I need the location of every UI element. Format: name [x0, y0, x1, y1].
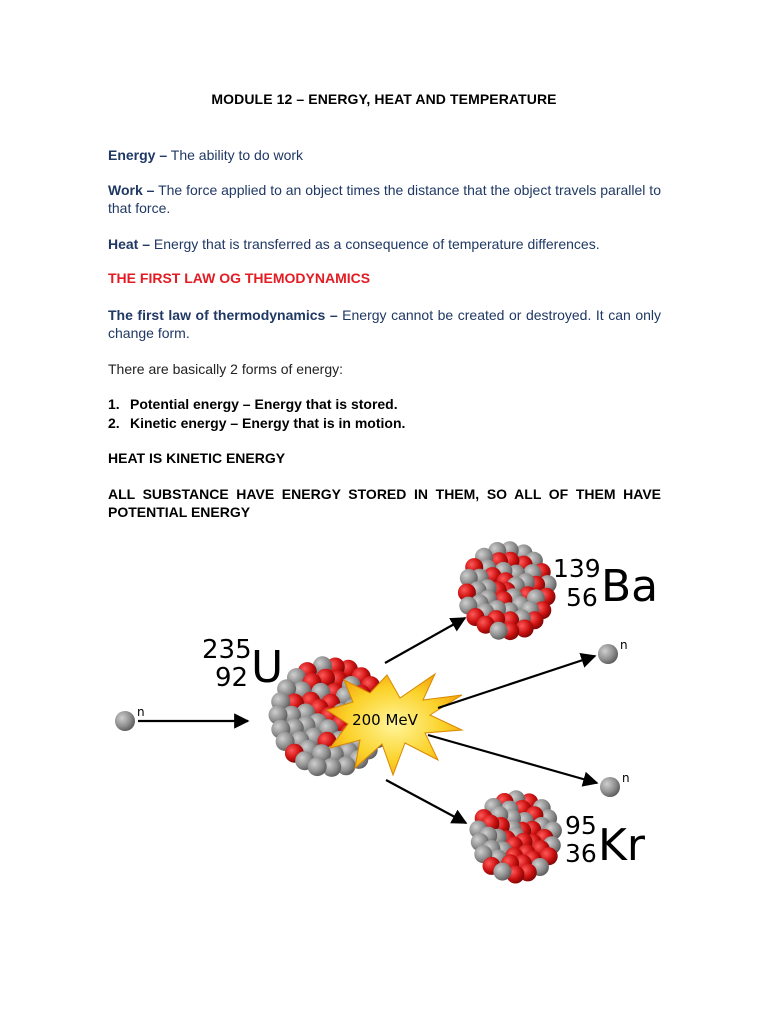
term-energy: Energy –	[108, 147, 168, 163]
definition-heat-text: Energy that is transferred as a consequence of temperature differences.	[150, 236, 600, 252]
outgoing-neutron-2	[600, 771, 630, 797]
outgoing-neutron-1	[598, 638, 628, 664]
arrow-to-barium	[385, 618, 465, 663]
energy-forms-list	[108, 395, 405, 433]
svg-text:95: 95	[565, 811, 597, 840]
svg-text:36: 36	[565, 839, 597, 868]
barium-label	[553, 554, 658, 612]
fission-diagram	[0, 530, 768, 890]
svg-text:Ba: Ba	[601, 561, 659, 612]
first-law-text: Energy cannot be created or destroyed. It can only change form.	[108, 307, 661, 341]
term-work: Work –	[108, 182, 155, 198]
page-title: MODULE 12 – ENERGY, HEAT AND TEMPERATURE	[211, 91, 557, 107]
barium-nucleus	[458, 541, 557, 640]
nucleon	[308, 757, 327, 776]
energy-label: 200 MeV	[352, 711, 418, 729]
svg-text:Kr: Kr	[598, 820, 645, 871]
svg-text:U: U	[251, 642, 284, 693]
list-item: 2. Kinetic energy – Energy that is in motion.	[108, 415, 406, 431]
arrow-to-krypton	[386, 780, 466, 823]
arrow-to-neutron-2	[428, 735, 597, 783]
list-item: 1. Potential energy – Energy that is stored.	[108, 396, 398, 412]
first-law-definition	[108, 306, 661, 342]
heat-statement: HEAT IS KINETIC ENERGY	[108, 450, 286, 466]
definition-energy	[108, 146, 661, 164]
incoming-neutron-label: n	[137, 705, 145, 719]
definition-work-text: The force applied to an object times the distance that the object travels parallel to that force.	[108, 182, 661, 216]
term-heat: Heat –	[108, 236, 151, 252]
substance-statement: ALL SUBSTANCE HAVE ENERGY STORED IN THEM, SO ALL OF THEM HAVE POTENTIAL ENERGY	[108, 486, 661, 520]
svg-text:56: 56	[566, 583, 598, 612]
krypton-label	[565, 811, 646, 871]
law-heading: THE FIRST LAW OG THEMODYNAMICS	[108, 270, 371, 286]
definition-work	[108, 181, 661, 217]
svg-text:235: 235	[202, 635, 252, 665]
nucleon	[490, 622, 508, 640]
svg-text:n: n	[620, 638, 628, 652]
svg-text:n: n	[622, 771, 630, 785]
svg-text:92: 92	[215, 663, 249, 693]
svg-text:139: 139	[553, 554, 601, 583]
definition-energy-text: The ability to do work	[167, 147, 304, 163]
nucleon	[493, 863, 511, 881]
arrow-to-neutron-1	[438, 656, 595, 708]
incoming-neutron	[115, 705, 145, 731]
definition-heat	[108, 235, 661, 253]
term-first-law: The first law of thermodynamics –	[108, 307, 338, 323]
krypton-nucleus	[469, 790, 562, 883]
forms-intro: There are basically 2 forms of energy:	[108, 361, 343, 377]
uranium-label	[202, 635, 283, 693]
